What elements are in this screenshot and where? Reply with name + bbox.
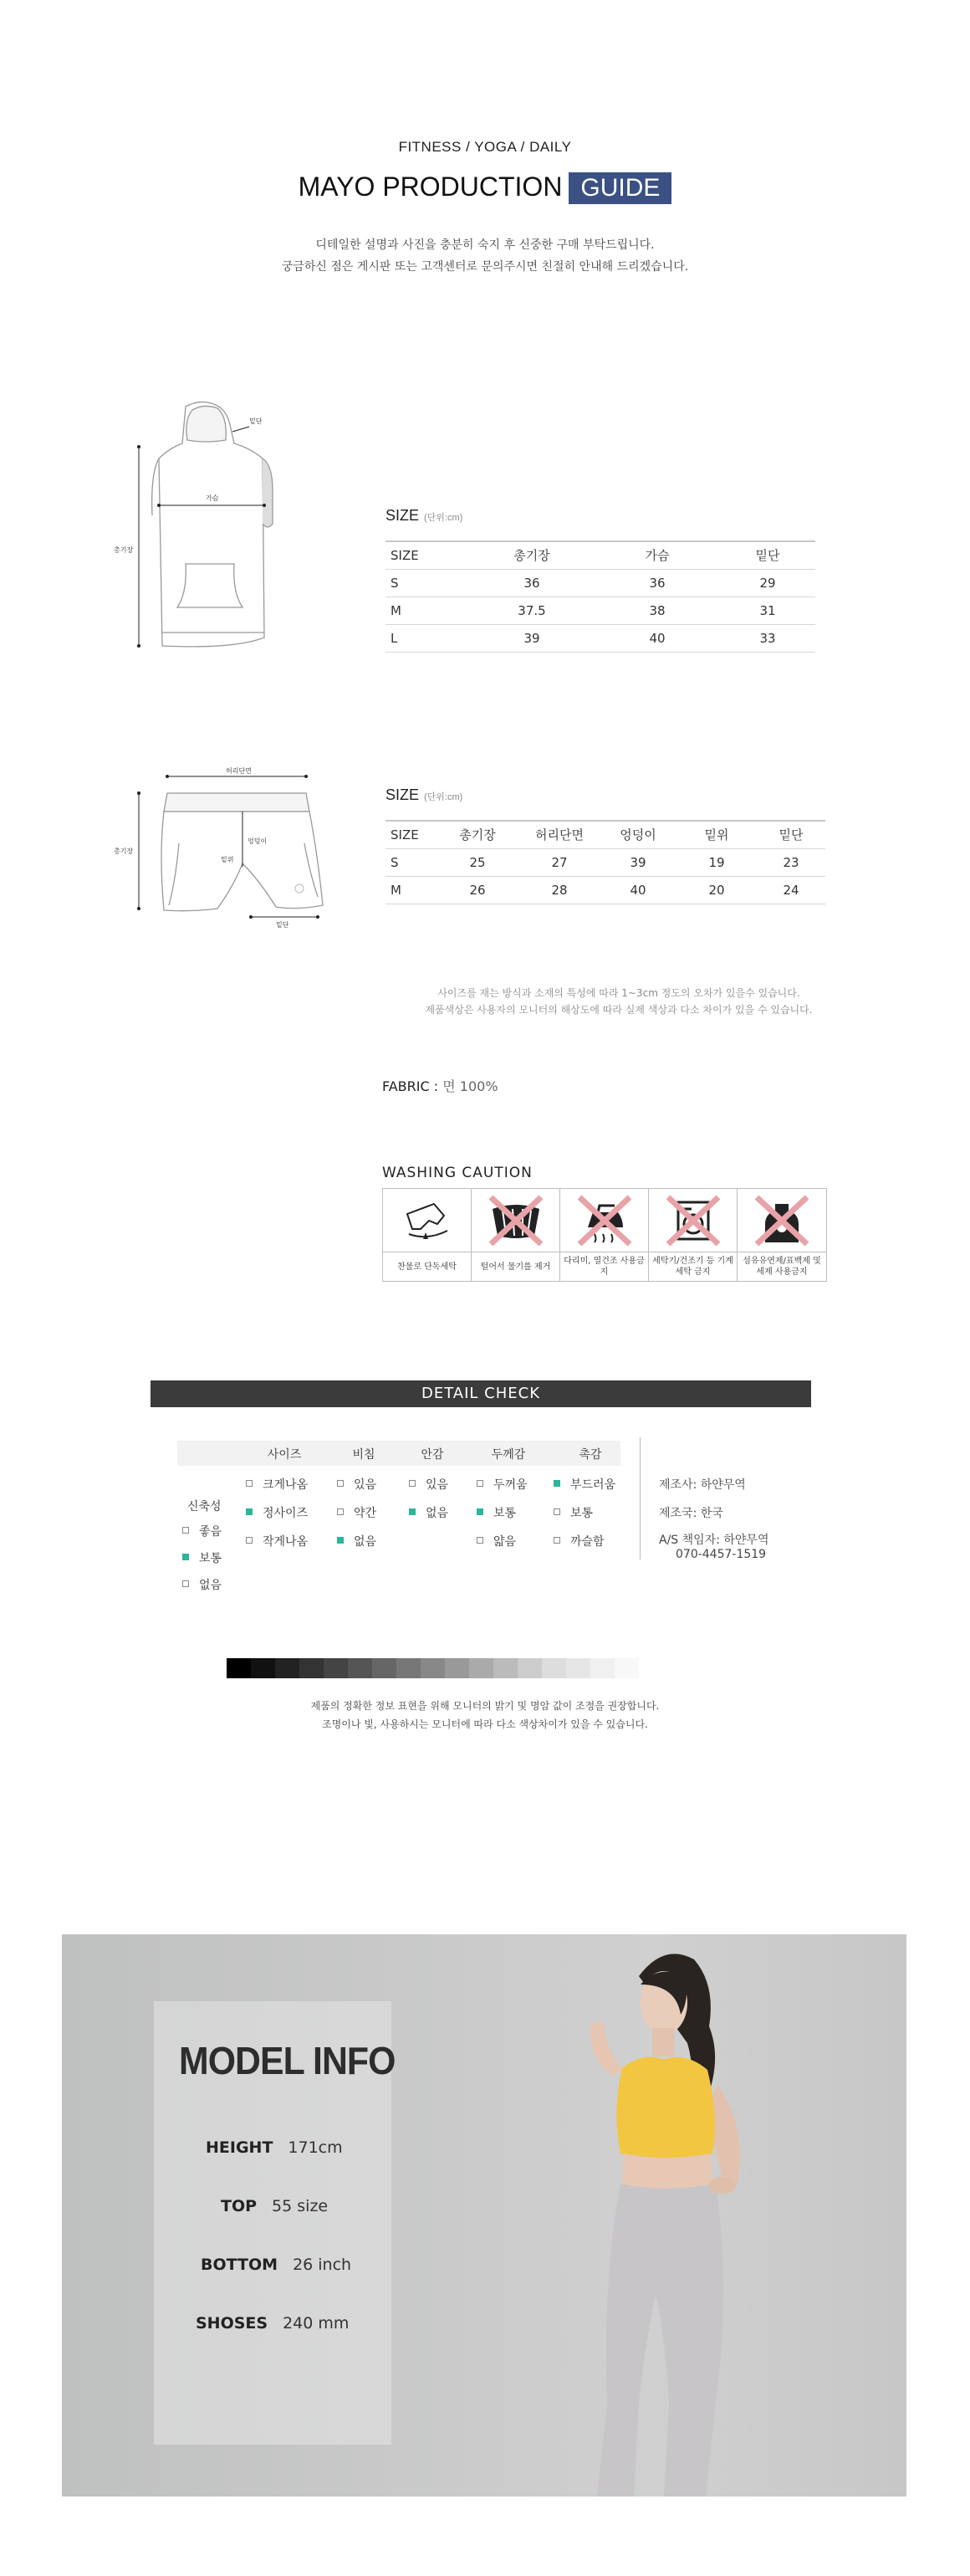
page-title — [0, 172, 970, 204]
bottom-value: 26 inch — [293, 2256, 352, 2274]
monitor-note — [0, 1697, 970, 1734]
monitor-note-line: 조명이나 빛, 사용하시는 모니터에 따라 다소 색상차이가 있을 수 있습니다. — [322, 1718, 648, 1730]
wash-label: 다리미, 열건조 사용금지 — [564, 1257, 645, 1277]
fabric-info — [382, 1076, 498, 1095]
option-text: 있음 — [354, 1478, 377, 1492]
option-text: 작게나옴 — [263, 1535, 309, 1549]
table-cell: S — [385, 569, 469, 597]
size-unit: (단위:cm) — [424, 513, 463, 523]
checkbox-icon — [477, 1480, 483, 1487]
option-text: 크게나옴 — [263, 1478, 309, 1492]
wash-label: 털어서 물기를 제거 — [480, 1262, 551, 1272]
checkbox-icon — [337, 1537, 344, 1544]
stretch-option — [182, 1523, 222, 1539]
label-hem: 밑단 — [276, 921, 289, 929]
shoes-label: SHOSES — [196, 2314, 268, 2333]
table-cell: 36 — [469, 569, 595, 597]
checkbox-icon — [409, 1508, 416, 1515]
table-cell: 27 — [519, 848, 600, 876]
table-header-cell: SIZE — [385, 541, 469, 569]
checkbox-icon — [554, 1537, 560, 1544]
checkbox-icon — [477, 1508, 483, 1515]
checkbox-icon — [409, 1480, 416, 1487]
no-machine-dry-icon — [649, 1189, 737, 1252]
label-hip: 엉덩이 — [248, 837, 268, 845]
thickness-option — [477, 1476, 528, 1493]
model-height — [206, 2138, 343, 2157]
table-header-cell: 총기장 — [436, 821, 519, 848]
option-text: 없음 — [354, 1535, 377, 1549]
label-chest: 가슴 — [206, 494, 219, 502]
fabric-value: 면 100% — [442, 1078, 498, 1094]
table-header-row — [385, 821, 825, 848]
table-cell: 29 — [720, 569, 815, 597]
table-cell: 39 — [469, 624, 595, 652]
table-cell: 40 — [600, 876, 676, 904]
top-label: TOP — [221, 2197, 258, 2215]
table-cell: 26 — [436, 876, 519, 904]
size-title-text: SIZE — [385, 507, 420, 524]
texture-option — [554, 1476, 615, 1493]
table-cell: L — [385, 624, 469, 652]
checkbox-icon — [246, 1508, 253, 1515]
model-shoes — [196, 2314, 349, 2333]
option-text: 없음 — [426, 1507, 449, 1520]
model-bottom — [201, 2256, 351, 2274]
grayscale-strip — [227, 1658, 639, 1678]
brand-title: MAYO PRODUCTION — [298, 172, 563, 202]
fabric-label: FABRIC : — [382, 1078, 439, 1094]
height-label: HEIGHT — [206, 2138, 273, 2157]
column-header-thickness: 두께감 — [491, 1448, 526, 1462]
size-title-bottom — [385, 786, 462, 804]
option-text: 까슬함 — [570, 1535, 605, 1549]
thickness-option — [477, 1533, 516, 1549]
lining-option — [409, 1504, 448, 1521]
divider — [640, 1437, 641, 1559]
checkbox-icon — [337, 1508, 344, 1515]
label-rise: 밑위 — [221, 856, 234, 863]
label-total-length: 총기장 — [114, 848, 134, 855]
table-row — [385, 876, 825, 904]
table-header-cell: 밑위 — [676, 821, 757, 848]
height-value: 171cm — [288, 2138, 343, 2157]
texture-option — [554, 1504, 593, 1521]
table-cell: M — [385, 876, 436, 904]
size-notes — [368, 985, 870, 1018]
stretch-option — [182, 1549, 222, 1566]
table-cell: S — [385, 848, 436, 876]
table-cell: M — [385, 597, 469, 624]
washing-grid — [382, 1188, 827, 1282]
option-text: 부드러움 — [570, 1478, 616, 1492]
column-header-texture: 촉감 — [579, 1448, 602, 1462]
table-cell: 25 — [436, 848, 519, 876]
intro-line: 궁금하신 점은 게시판 또는 고객센터로 문의주시면 친절히 안내해 드리겠습니다. — [281, 260, 689, 274]
wash-cell — [649, 1189, 738, 1281]
table-cell: 37.5 — [469, 597, 595, 624]
no-bleach-icon — [738, 1189, 826, 1252]
sheer-option — [337, 1533, 376, 1549]
stretch-option — [182, 1576, 222, 1593]
note-line: 제품색상은 사용자의 모니터의 해상도에 따라 실제 색상과 다소 차이가 있을 수 있습니다. — [425, 1004, 813, 1016]
table-header-cell: 밑단 — [757, 821, 825, 848]
wash-label: 찬물로 단독세탁 — [397, 1262, 457, 1272]
option-text: 보통 — [199, 1552, 222, 1565]
table-header-cell: 허리단면 — [519, 821, 600, 848]
table-cell: 36 — [595, 569, 720, 597]
wash-label: 세탁기/건조기 등 기계세탁 금지 — [652, 1257, 733, 1277]
as-text: A/S 책임자: 하얀무역 — [659, 1534, 769, 1547]
column-header-size: 사이즈 — [267, 1448, 302, 1462]
label-total-length: 총기장 — [114, 546, 134, 554]
label-waist: 허리단면 — [226, 767, 252, 775]
wash-cell — [383, 1189, 472, 1281]
checkbox-icon — [182, 1554, 189, 1560]
size-unit: (단위:cm) — [424, 792, 463, 802]
detail-check-bar: DETAIL CHECK — [151, 1380, 811, 1407]
column-header-lining: 안감 — [421, 1448, 444, 1462]
wash-cell — [738, 1189, 826, 1281]
table-row — [385, 569, 815, 597]
checkbox-icon — [554, 1480, 560, 1487]
option-text: 보통 — [493, 1507, 517, 1520]
no-wring-icon — [472, 1189, 559, 1252]
thickness-option — [477, 1504, 516, 1521]
origin-text: 제조국: 한국 — [659, 1507, 723, 1520]
size-title-text: SIZE — [385, 786, 420, 803]
table-header-cell: 가슴 — [595, 541, 720, 569]
washing-title: WASHING CAUTION — [382, 1165, 533, 1181]
table-header-cell: 엉덩이 — [600, 821, 676, 848]
maker-text: 제조사: 하얀무역 — [659, 1478, 746, 1492]
option-text: 없음 — [199, 1579, 222, 1592]
no-iron-icon — [560, 1189, 648, 1252]
table-row — [385, 848, 825, 876]
model-photo — [497, 1934, 906, 2497]
label-hem: 밑단 — [249, 417, 263, 425]
intro-line: 디테일한 설명과 사진을 충분히 숙지 후 신중한 구매 부탁드립니다. — [315, 238, 655, 252]
top-value: 55 size — [272, 2197, 329, 2215]
hoodie-drawing — [109, 398, 309, 683]
checkbox-icon — [554, 1508, 560, 1515]
size-title-top — [385, 507, 462, 525]
table-header-cell: 밑단 — [720, 541, 815, 569]
note-line: 사이즈를 재는 방식과 소재의 특성에 따라 1~3cm 정도의 오차가 있을수 있습니다. — [437, 987, 800, 999]
bottom-label: BOTTOM — [201, 2256, 278, 2274]
stretch-label: 신축성 — [187, 1500, 222, 1513]
table-cell: 19 — [676, 848, 757, 876]
shoes-value: 240 mm — [283, 2314, 350, 2333]
size-table-bottom — [385, 820, 825, 904]
size-option — [246, 1476, 308, 1493]
option-text: 있음 — [426, 1478, 449, 1492]
table-cell: 31 — [720, 597, 815, 624]
checkbox-icon — [246, 1537, 253, 1544]
monitor-note-line: 제품의 정확한 정보 표현을 위해 모니터의 밝기 및 명암 값이 조정을 권장합니다. — [310, 1700, 660, 1712]
table-cell: 39 — [600, 848, 676, 876]
intro-text — [0, 234, 970, 278]
guide-badge: GUIDE — [569, 172, 671, 204]
table-header-cell: 총기장 — [469, 541, 595, 569]
category-text: FITNESS / YOGA / DAILY — [398, 139, 572, 155]
sheer-option — [337, 1476, 376, 1493]
wash-cell — [560, 1189, 649, 1281]
size-table-top — [385, 540, 815, 653]
option-text: 약간 — [354, 1507, 377, 1520]
table-cell: 40 — [595, 624, 720, 652]
phone-text: 070-4457-1519 — [676, 1548, 767, 1561]
checkbox-icon — [182, 1527, 189, 1534]
shorts-drawing — [109, 763, 334, 930]
table-row — [385, 624, 815, 652]
texture-option — [554, 1533, 605, 1549]
checkbox-icon — [477, 1537, 483, 1544]
table-header-row — [385, 541, 815, 569]
table-row — [385, 597, 815, 624]
option-text: 두꺼움 — [493, 1478, 528, 1492]
option-text: 얇음 — [493, 1535, 517, 1549]
column-header-sheer: 비침 — [352, 1448, 375, 1462]
checkbox-icon — [246, 1480, 253, 1487]
table-cell: 20 — [676, 876, 757, 904]
table-cell: 33 — [720, 624, 815, 652]
lining-option — [409, 1476, 448, 1493]
model-info-section — [62, 1934, 906, 2497]
option-text: 보통 — [570, 1507, 594, 1520]
table-header-cell: SIZE — [385, 821, 436, 848]
option-text: 정사이즈 — [263, 1507, 309, 1520]
hand-wash-icon — [383, 1189, 471, 1252]
wash-cell — [472, 1189, 560, 1281]
sheer-option — [337, 1504, 376, 1521]
table-cell: 23 — [757, 848, 825, 876]
checkbox-icon — [337, 1480, 344, 1487]
wash-label: 섬유유연제/표백제 및 세제 사용금지 — [743, 1257, 821, 1277]
table-cell: 24 — [757, 876, 825, 904]
model-info-title: MODEL INFO — [179, 2039, 396, 2082]
checkbox-icon — [182, 1580, 189, 1587]
size-option — [246, 1504, 308, 1521]
option-text: 좋음 — [199, 1525, 222, 1539]
table-cell: 38 — [595, 597, 720, 624]
table-cell: 28 — [519, 876, 600, 904]
size-option — [246, 1533, 308, 1549]
model-top — [221, 2197, 328, 2215]
